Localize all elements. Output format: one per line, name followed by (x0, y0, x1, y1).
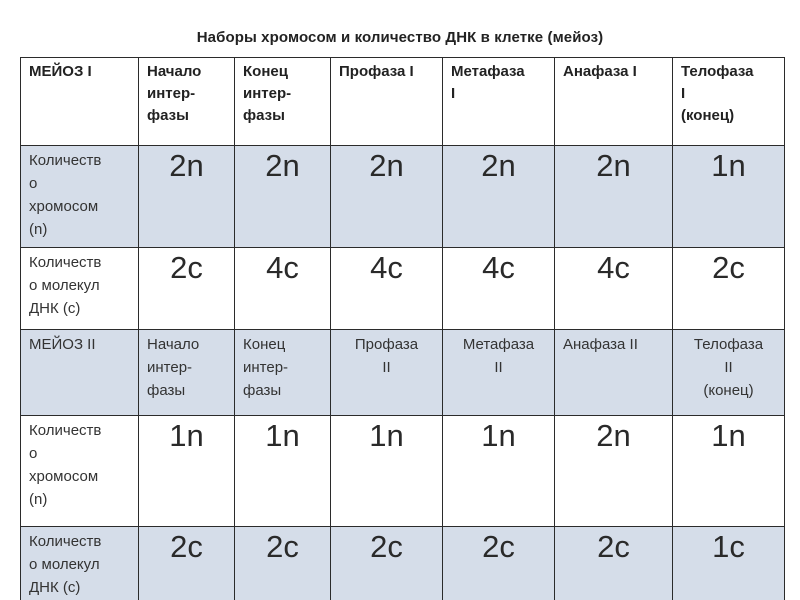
header-cell-anaphase-1: Анафаза I (555, 58, 673, 146)
value-cell: 2с (555, 527, 673, 600)
value-cell: 2n (331, 146, 443, 248)
value-cell: 1с (673, 527, 785, 600)
header-cell-start-interphase: Начало интер- фазы (139, 330, 235, 416)
value-cell: 1n (673, 146, 785, 248)
value-cell: 4с (555, 248, 673, 330)
meiosis2-chromosome-row (21, 416, 785, 527)
meiosis1-header-row (21, 58, 785, 146)
header-cell-prophase-1: Профаза I (331, 58, 443, 146)
value-cell: 2с (235, 527, 331, 600)
row-label-chromosomes: Количеств о хромосом (n) (21, 146, 139, 248)
page-title: Наборы хромосом и количество ДНК в клетке (мейоз) (196, 29, 604, 46)
header-cell-metaphase-2: Метафаза II (443, 330, 555, 416)
value-cell: 1n (331, 416, 443, 527)
value-cell: 2с (673, 248, 785, 330)
value-cell: 2n (139, 146, 235, 248)
meiosis1-label: МЕЙОЗ I (21, 58, 139, 146)
meiosis1-dna-row (21, 248, 785, 330)
row-label-chromosomes: Количеств о хромосом (n) (21, 416, 139, 527)
value-cell: 2с (139, 527, 235, 600)
header-cell-metaphase-1: Метафаза I (443, 58, 555, 146)
value-cell: 1n (443, 416, 555, 527)
meiosis2-dna-row (21, 527, 785, 600)
value-cell: 1n (235, 416, 331, 527)
value-cell: 4с (443, 248, 555, 330)
meiosis1-chromosome-row (21, 146, 785, 248)
value-cell: 4с (235, 248, 331, 330)
header-cell-prophase-2: Профаза II (331, 330, 443, 416)
row-label-dna: Количеств о молекул ДНК (с) (21, 248, 139, 330)
value-cell: 2n (555, 416, 673, 527)
meiosis2-header-row (21, 330, 785, 416)
value-cell: 2n (235, 146, 331, 248)
header-cell-anaphase-2: Анафаза II (555, 330, 673, 416)
header-cell-end-interphase: Конец интер- фазы (235, 330, 331, 416)
value-cell: 1n (139, 416, 235, 527)
header-cell-telophase-1: Телофаза I (конец) (673, 58, 785, 146)
header-cell-telophase-2: Телофаза II (конец) (673, 330, 785, 416)
value-cell: 2с (443, 527, 555, 600)
header-cell-end-interphase: Конец интер- фазы (235, 58, 331, 146)
header-cell-start-interphase: Начало интер- фазы (139, 58, 235, 146)
meiosis-table (20, 57, 785, 600)
meiosis2-label: МЕЙОЗ II (21, 330, 139, 416)
value-cell: 4с (331, 248, 443, 330)
value-cell: 1n (673, 416, 785, 527)
row-label-dna: Количеств о молекул ДНК (с) (21, 527, 139, 600)
value-cell: 2n (443, 146, 555, 248)
value-cell: 2с (331, 527, 443, 600)
value-cell: 2n (555, 146, 673, 248)
value-cell: 2с (139, 248, 235, 330)
